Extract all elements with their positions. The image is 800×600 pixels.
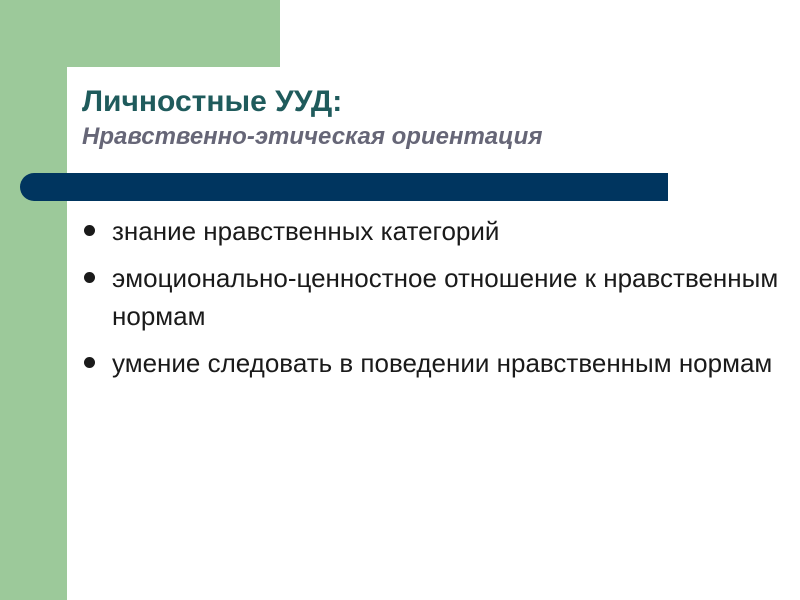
bullet-dot-icon xyxy=(84,272,95,283)
list-item xyxy=(82,212,782,250)
accent-strip-left xyxy=(0,0,67,600)
slide-title: Личностные УУД: xyxy=(82,85,343,118)
list-item xyxy=(82,259,782,335)
list-item-text: эмоционально-ценностное отношение к нравственным нормам xyxy=(112,263,779,331)
list-item-text: знание нравственных категорий xyxy=(112,216,500,246)
title-divider-bar xyxy=(20,173,668,201)
bullet-dot-icon xyxy=(84,225,95,236)
divider-body xyxy=(34,173,668,201)
slide-subtitle: Нравственно-этическая ориентация xyxy=(82,123,543,150)
bullet-dot-icon xyxy=(84,357,95,368)
accent-strip-top xyxy=(0,0,280,67)
list-item xyxy=(82,344,782,382)
list-item-text: умение следовать в поведении нравственным нормам xyxy=(112,348,773,378)
bullet-list xyxy=(82,212,782,391)
